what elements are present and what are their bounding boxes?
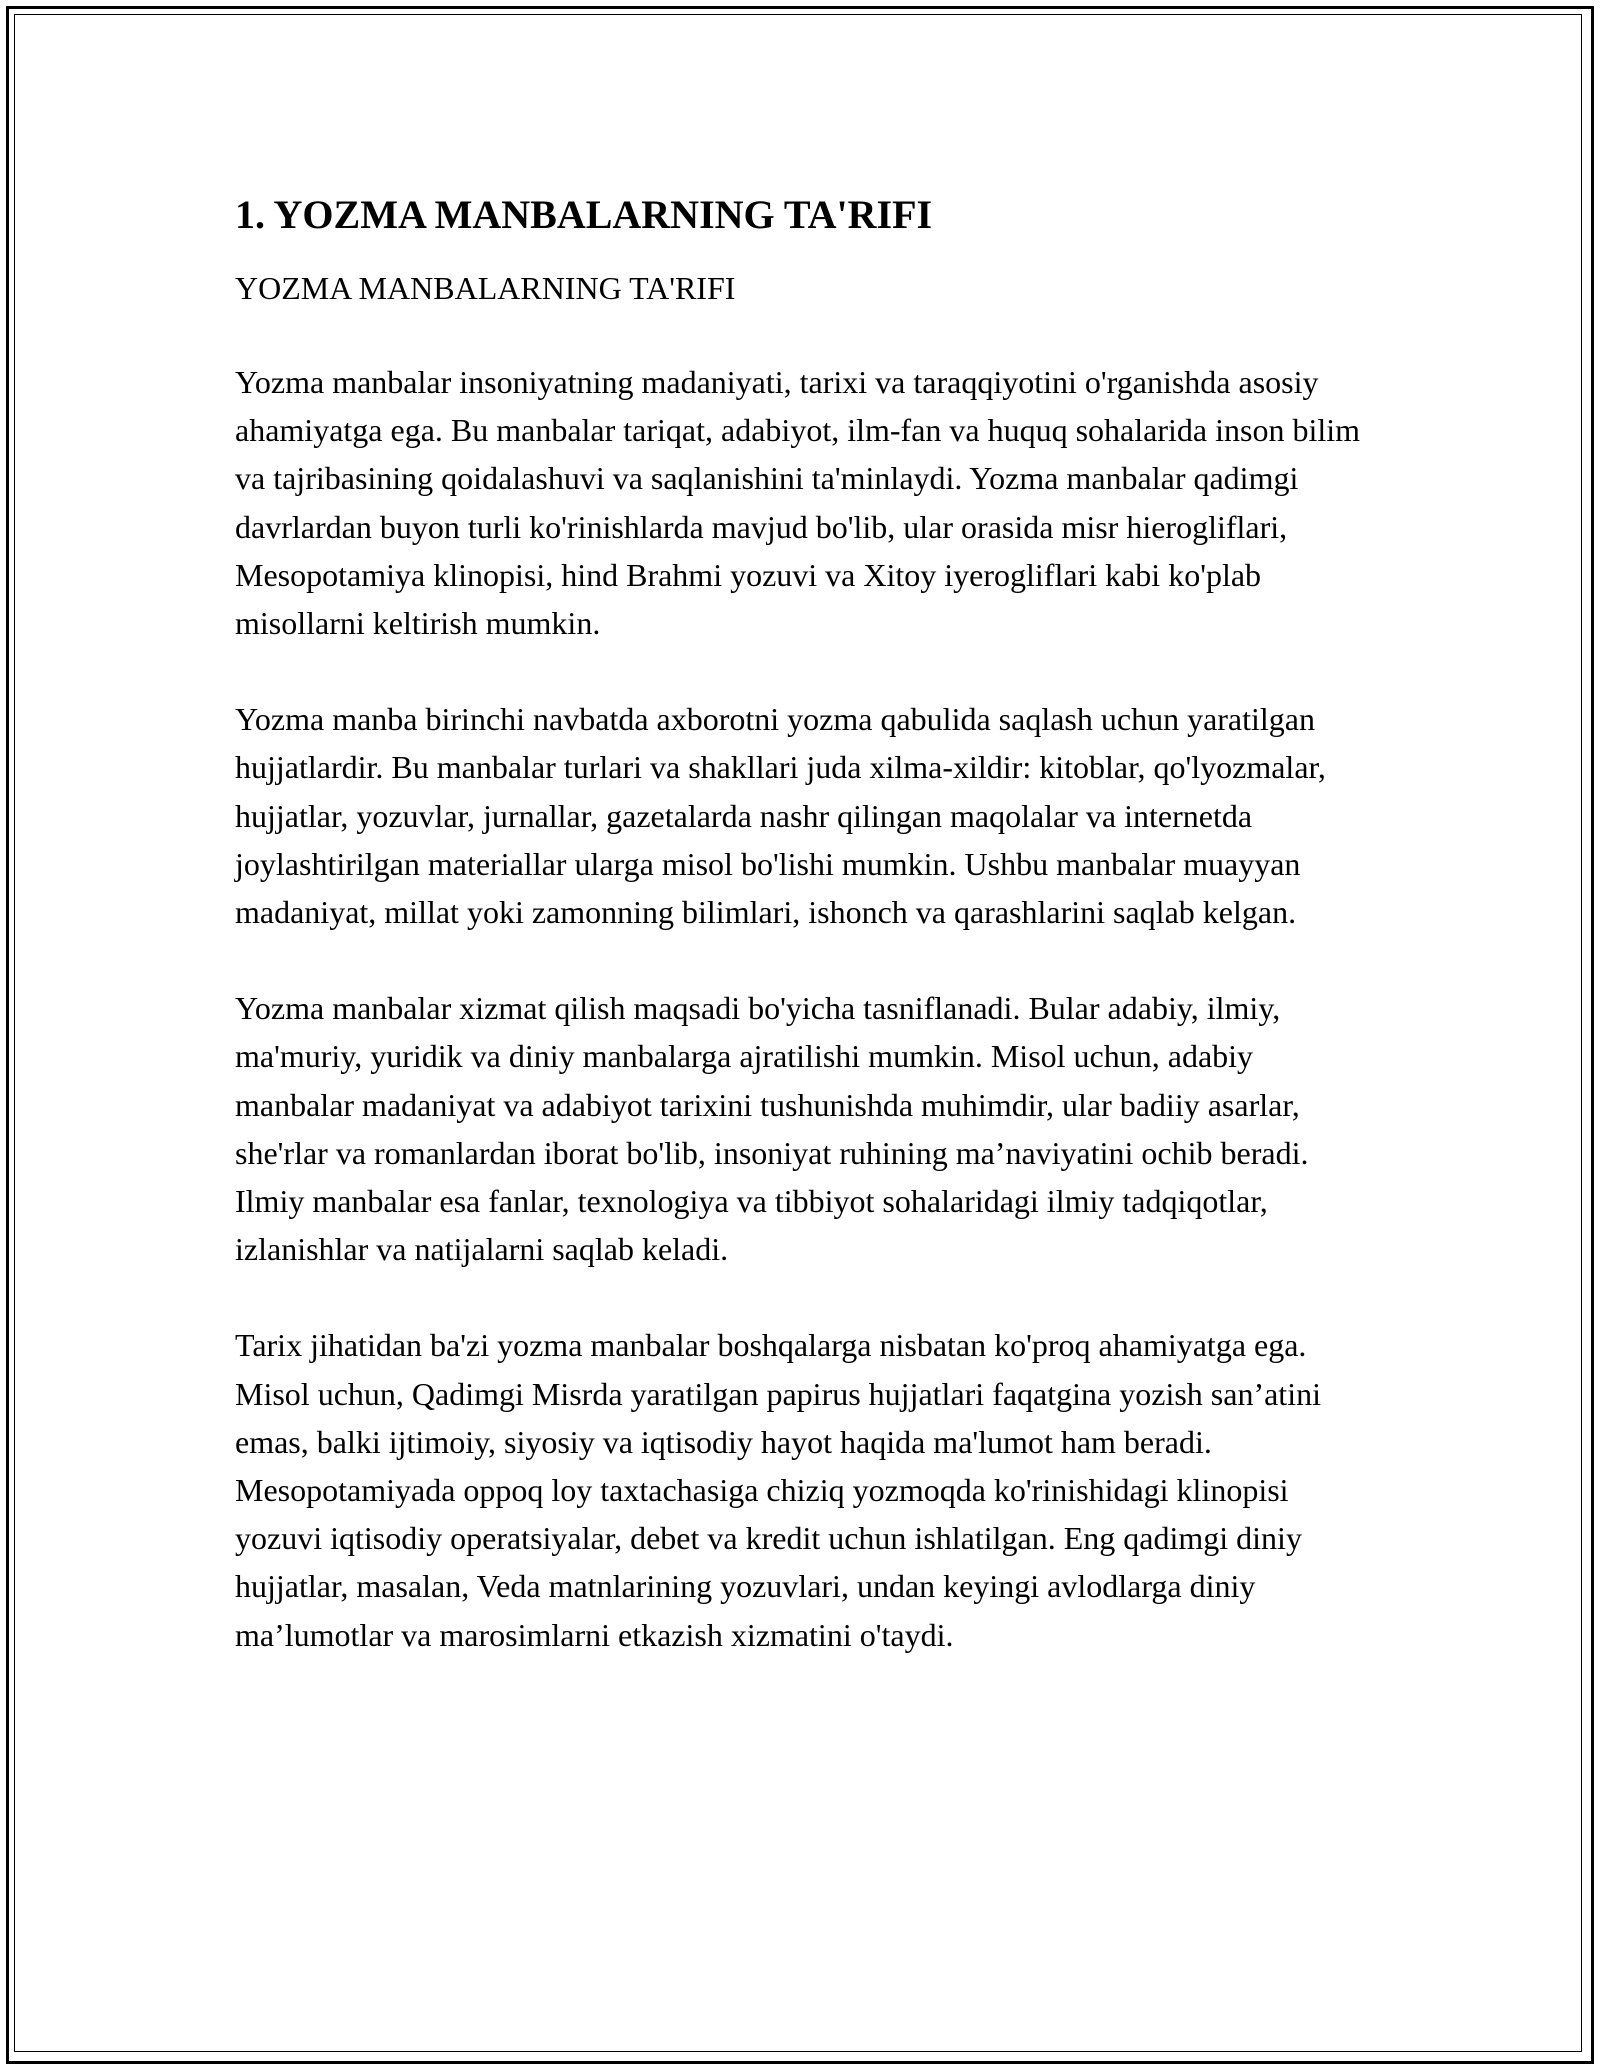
- paragraph-1: Yozma manbalar insoniyatning madaniyati, tarixi va taraqqiyotini o'rganishda asosiy ahamiyatga ega. Bu manbalar tariqat, adabiyot, ilm-fan va huquq sohalarida inson bilim va tajribasining qoidalashuvi va saqlanishini ta'minlaydi. Yozma manbalar qadimgi davrlardan buyon turli ko'rinishlarda mavjud bo'lib, ular orasida misr hierogliflari, Mesopotamiya klinopisi, hind Brahmi yozuvi va Xitoy iyerogliflari kabi ko'plab misollarni keltirish mumkin.: [235, 364, 1360, 642]
- paragraph-4: Tarix jihatidan ba'zi yozma manbalar boshqalarga nisbatan ko'proq ahamiyatga ega. Misol uchun, Qadimgi Misrda yaratilgan papirus hujjatlari faqatgina yozish san’atini emas, balki ijtimoiy, siyosiy va iqtisodiy hayot haqida ma'lumot ham beradi. Mesopotamiyada oppoq loy taxtachasiga chiziq yozmoqda ko'rinishidagi klinopisi yozuvi iqtisodiy operatsiyalar, debet va kredit uchun ishlatilgan. Eng qadimgi diniy hujjatlar, masalan, Veda matnlarining yozuvlari, undan keyingi avlodlarga diniy ma’lumotlar va marosimlarni etkazish xizmatini o'taydi.: [235, 1327, 1321, 1653]
- paragraph-3: Yozma manbalar xizmat qilish maqsadi bo'yicha tasniflanadi. Bular adabiy, ilmiy, ma'muriy, yuridik va diniy manbalarga ajratilishi mumkin. Misol uchun, adabiy manbalar madaniyat va adabiyot tarixini tushunishda muhimdir, ular badiiy asarlar, she'rlar va romanlardan iborat bo'lib, insoniyat ruhining ma’naviyatini ochib beradi. Ilmiy manbalar esa fanlar, texnologiya va tibbiyot sohalaridagi ilmiy tadqiqotlar, izlanishlar va natijalarni saqlab keladi.: [235, 990, 1309, 1268]
- section-heading: 1. YOZMA MANBALARNING TA'RIFI: [235, 192, 933, 237]
- document-body: [235, 190, 1375, 1659]
- section-subheading: YOZMA MANBALARNING TA'RIFI: [235, 270, 736, 306]
- paragraph-2: Yozma manba birinchi navbatda axborotni yozma qabulida saqlash uchun yaratilgan hujjatlardir. Bu manbalar turlari va shakllari juda xilma-xildir: kitoblar, qo'lyozmalar, hujjatlar, yozuvlar, jurnallar, gazetalarda nashr qilingan maqolalar va internetda joylashtirilgan materiallar ularga misol bo'lishi mumkin. Ushbu manbalar muayyan madaniyat, millat yoki zamonning bilimlari, ishonch va qarashlarini saqlab kelgan.: [235, 701, 1326, 931]
